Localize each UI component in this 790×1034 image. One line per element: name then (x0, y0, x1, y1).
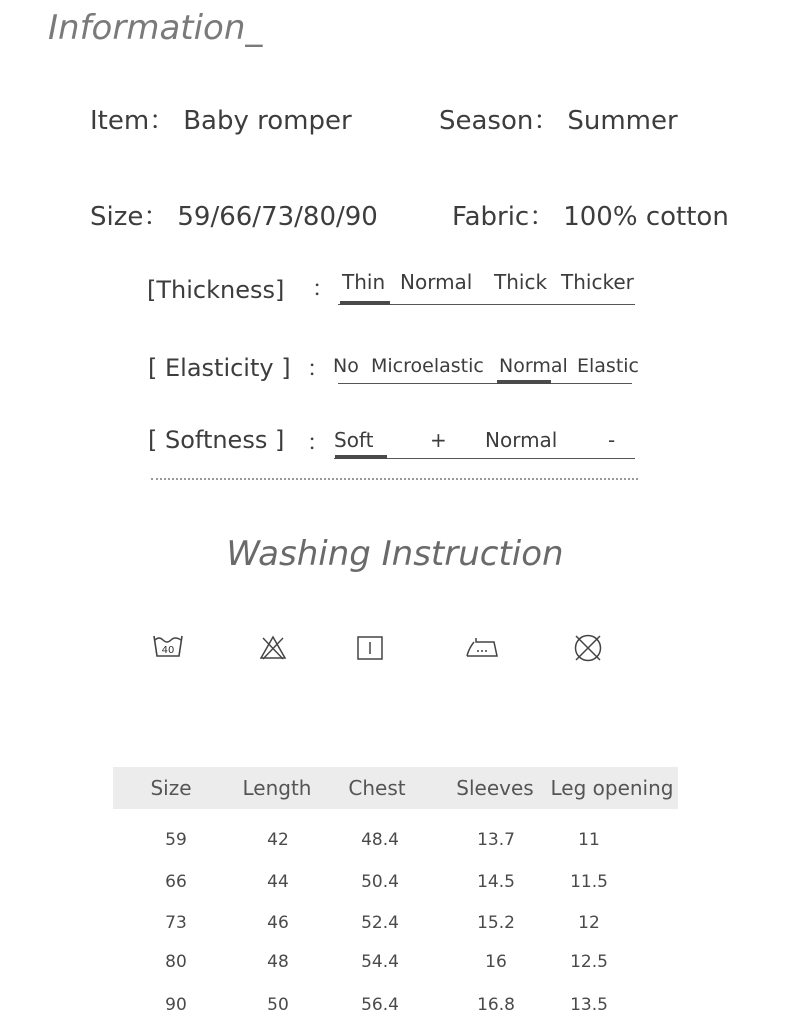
elasticity-option-elastic: Elastic (577, 355, 640, 377)
table-cell-length: 46 (267, 913, 289, 933)
table-cell-chest: 52.4 (361, 913, 399, 933)
header-size: Size (150, 776, 192, 800)
table-cell-chest: 48.4 (361, 830, 399, 850)
thickness-option-thicker: Thicker (561, 270, 634, 294)
table-cell-size: 59 (165, 830, 187, 850)
softness-option-normal: Normal (485, 428, 558, 452)
table-cell-leg-opening: 11 (578, 830, 600, 850)
table-cell-size: 73 (165, 913, 187, 933)
no-dry-clean-icon (573, 633, 603, 663)
softness-colon: ： (307, 431, 330, 456)
table-cell-length: 44 (267, 872, 289, 892)
elasticity-option-normal: Normal (499, 355, 568, 377)
table-cell-length: 48 (267, 952, 289, 972)
table-cell-size: 66 (165, 872, 187, 892)
season-value: Summer (567, 106, 678, 136)
tumble-dry-icon (357, 636, 383, 660)
table-cell-sleeves: 13.7 (477, 830, 515, 850)
size-value: 59/66/73/80/90 (177, 202, 378, 232)
table-cell-chest: 50.4 (361, 872, 399, 892)
thickness-colon: ： (312, 277, 335, 302)
fabric-label: Fabric： (452, 202, 556, 232)
size-label: Size： (90, 202, 170, 232)
season-field (439, 100, 678, 137)
table-cell-size: 90 (165, 995, 187, 1015)
thickness-selected-marker (340, 301, 390, 305)
table-cell-size: 80 (165, 952, 187, 972)
softness-option-minus: - (608, 428, 616, 452)
header-chest: Chest (348, 776, 406, 800)
table-cell-sleeves: 16 (485, 952, 507, 972)
no-bleach-icon (259, 634, 287, 660)
thickness-option-thin: Thin (342, 270, 386, 294)
elasticity-option-microelastic: Microelastic (371, 355, 484, 377)
size-field (90, 196, 378, 233)
wash-temp-label: 40 (161, 645, 175, 656)
table-cell-leg-opening: 11.5 (570, 872, 608, 892)
washing-title: Washing Instruction (226, 534, 564, 574)
softness-selected-marker (335, 455, 387, 459)
softness-label: [ Softness ] (148, 426, 285, 454)
table-cell-length: 42 (267, 830, 289, 850)
season-label: Season： (439, 106, 560, 136)
table-cell-leg-opening: 12.5 (570, 952, 608, 972)
table-cell-sleeves: 14.5 (477, 872, 515, 892)
thickness-option-thick: Thick (494, 270, 548, 294)
elasticity-colon: ： (307, 357, 330, 382)
fabric-field (452, 196, 729, 233)
table-cell-sleeves: 15.2 (477, 913, 515, 933)
item-field (90, 100, 352, 137)
header-sleeves: Sleeves (456, 776, 534, 800)
elasticity-scale-line (338, 383, 632, 384)
section-divider (151, 478, 638, 480)
fabric-value: 100% cotton (563, 202, 729, 232)
iron-low-icon (466, 636, 498, 658)
item-label: Item： (90, 106, 176, 136)
table-cell-sleeves: 16.8 (477, 995, 515, 1015)
wash-40-icon (153, 632, 183, 660)
table-cell-leg-opening: 12 (578, 913, 600, 933)
table-cell-leg-opening: 13.5 (570, 995, 608, 1015)
elasticity-label: [ Elasticity ] (148, 354, 291, 382)
table-cell-chest: 54.4 (361, 952, 399, 972)
softness-option-soft: Soft (334, 428, 374, 452)
table-cell-chest: 56.4 (361, 995, 399, 1015)
thickness-option-normal: Normal (400, 270, 473, 294)
table-cell-length: 50 (267, 995, 289, 1015)
header-length: Length (242, 776, 312, 800)
item-value: Baby romper (183, 106, 352, 136)
header-leg-opening: Leg opening (550, 776, 674, 800)
elasticity-option-no: No (333, 355, 359, 377)
page-title: Information_ (48, 8, 263, 48)
softness-option-plus: + (430, 428, 447, 452)
thickness-label: [Thickness] (147, 276, 285, 304)
elasticity-selected-marker (497, 380, 551, 384)
